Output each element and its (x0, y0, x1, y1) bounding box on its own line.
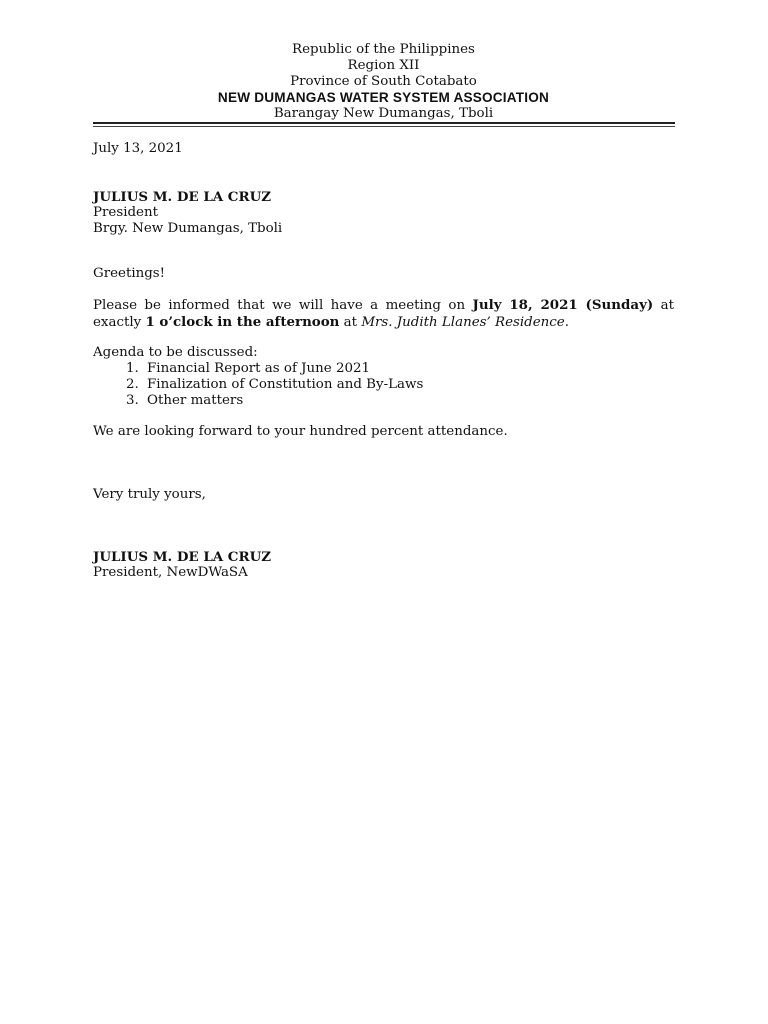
letter-date: July 13, 2021 (93, 141, 183, 156)
meeting-date: July 18, 2021 (Sunday) (472, 297, 654, 313)
agenda-item (93, 377, 674, 393)
agenda-list (93, 361, 674, 409)
body-text-4: . (564, 315, 569, 330)
signatory-name: JULIUS M. DE LA CRUZ (93, 549, 272, 565)
letterhead-organization: NEW DUMANGAS WATER SYSTEM ASSOCIATION (217, 90, 550, 105)
signature-block (93, 549, 674, 581)
complimentary-close: Very truly yours, (93, 487, 206, 502)
recipient-address: Brgy. New Dumangas, Tboli (93, 221, 283, 236)
letterhead (93, 42, 674, 122)
closing-sentence: We are looking forward to your hundred percent attendance. (93, 424, 508, 439)
body-text-2: at exactly (93, 298, 674, 330)
salutation: Greetings! (93, 266, 166, 281)
body-text-3: at (339, 315, 362, 330)
recipient-title: President (93, 205, 158, 220)
agenda-heading: Agenda to be discussed: (93, 345, 258, 360)
recipient-name: JULIUS M. DE LA CRUZ (93, 189, 272, 205)
agenda-item-text: Other matters (147, 393, 244, 408)
letterhead-divider-thick (93, 122, 675, 124)
letterhead-province: Province of South Cotabato (290, 74, 477, 89)
meeting-time: 1 o’clock in the afternoon (145, 314, 340, 330)
agenda-block (93, 345, 674, 409)
body-text-1: Please be informed that we will have a meeting on (93, 298, 473, 313)
body-paragraph (93, 297, 674, 331)
agenda-item-number: 1. (126, 361, 139, 376)
letterhead-region: Region XII (347, 58, 420, 73)
agenda-item-number: 3. (126, 393, 139, 408)
recipient-block (93, 189, 674, 237)
agenda-item (93, 393, 674, 409)
agenda-item-text: Financial Report as of June 2021 (147, 361, 371, 376)
agenda-item-text: Finalization of Constitution and By-Laws (147, 377, 424, 392)
letterhead-country: Republic of the Philippines (292, 42, 475, 57)
agenda-item (93, 361, 674, 377)
letterhead-divider-thin (93, 126, 675, 127)
agenda-item-number: 2. (126, 377, 139, 392)
letterhead-address: Barangay New Dumangas, Tboli (273, 106, 494, 121)
meeting-venue: Mrs. Judith Llanes’ Residence (361, 315, 565, 330)
signatory-title: President, NewDWaSA (93, 565, 248, 580)
